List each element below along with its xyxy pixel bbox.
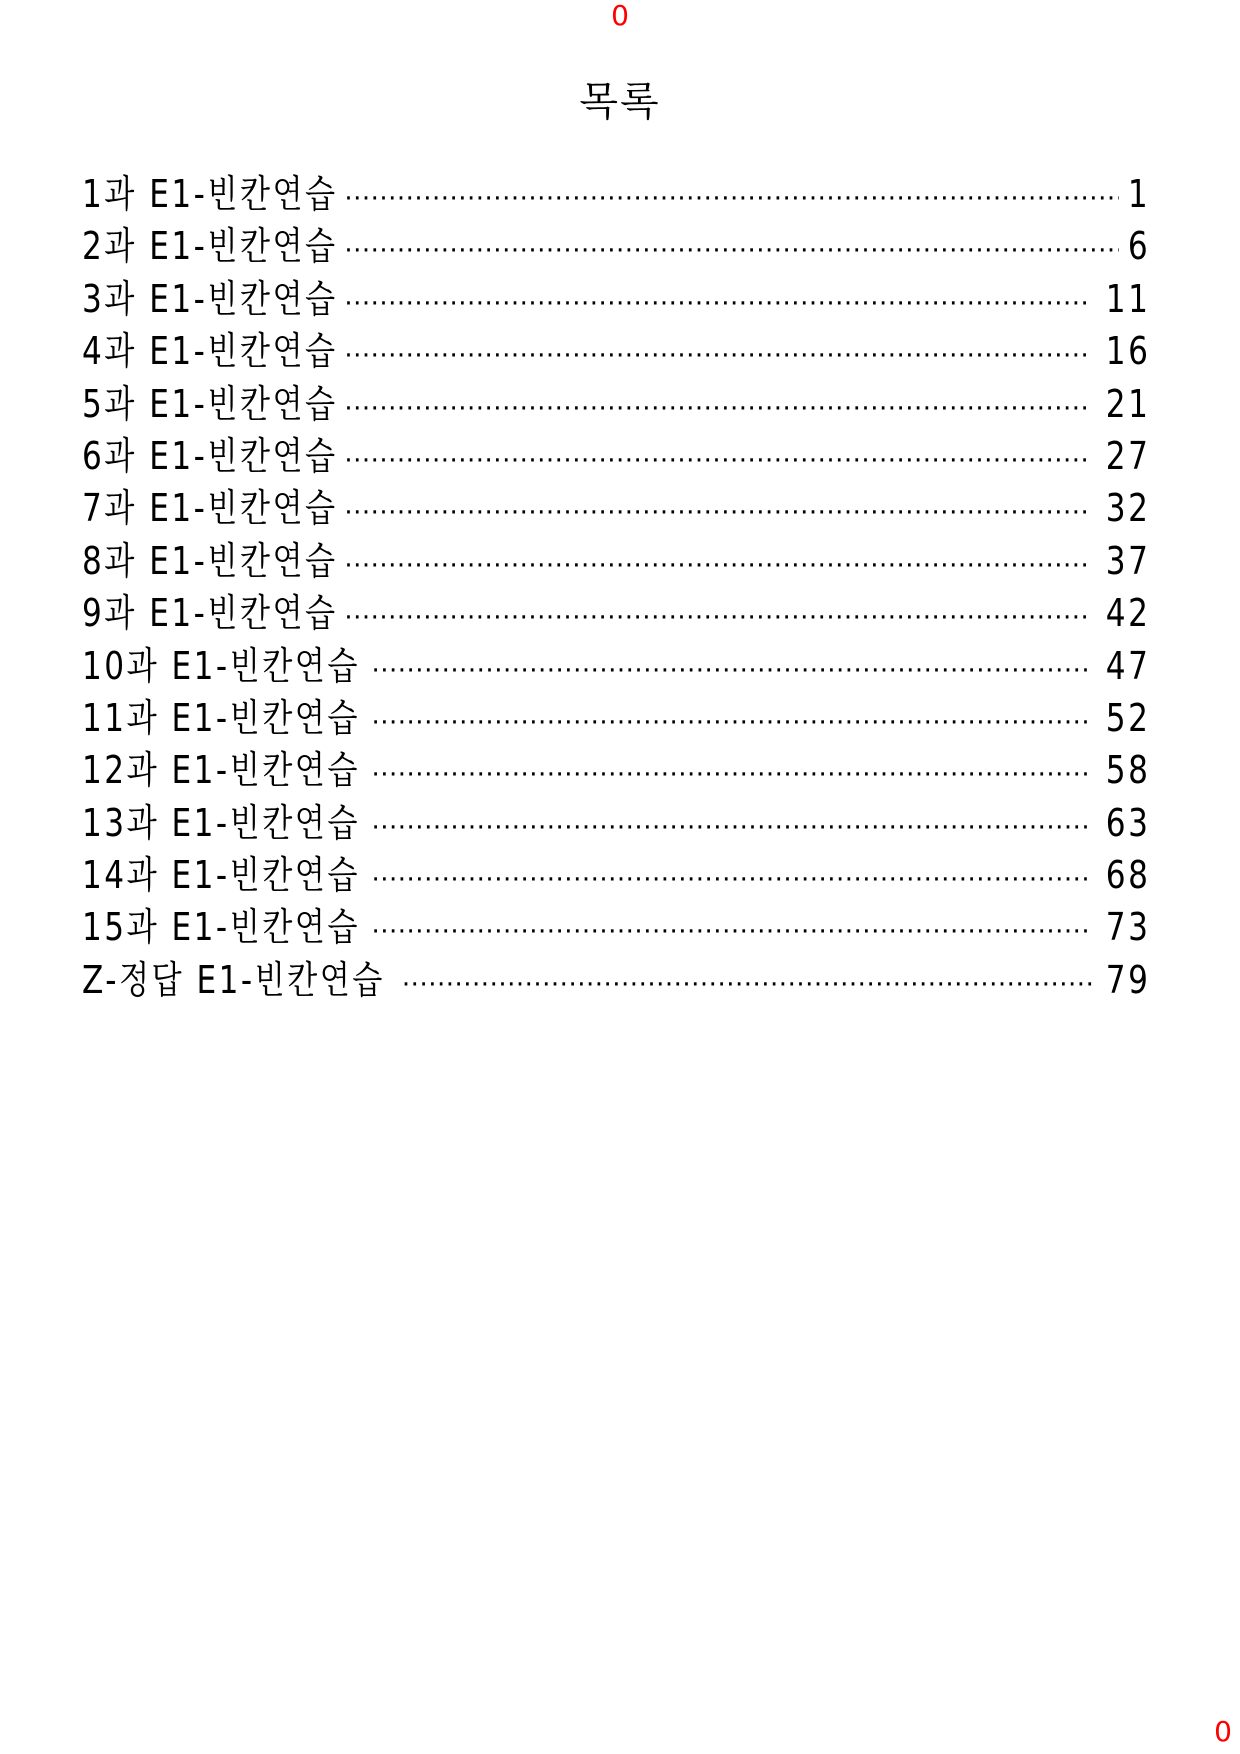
toc-entry-page: 63 [1105, 800, 1150, 845]
toc-entry-page: 37 [1105, 538, 1150, 583]
toc-entry-label: 11과 E1-빈칸연습 [82, 695, 360, 740]
dot-leader [344, 378, 1091, 435]
toc-entry-3[interactable] [82, 273, 1150, 325]
dot-leader [344, 220, 1119, 277]
toc-entry-label: 7과 E1-빈칸연습 [82, 486, 338, 531]
toc-entry-page: 73 [1105, 905, 1150, 950]
toc-entry-label: 8과 E1-빈칸연습 [82, 538, 338, 583]
toc-entry-page: 11 [1105, 276, 1150, 321]
toc-entry-label: 6과 E1-빈칸연습 [82, 433, 338, 478]
toc-entry-page: 47 [1105, 643, 1150, 688]
toc-entry-label: 9과 E1-빈칸연습 [82, 591, 338, 636]
toc-entry-page: 6 [1127, 224, 1150, 269]
toc-entry-7[interactable] [82, 482, 1150, 534]
toc-entry-label: 15과 E1-빈칸연습 [82, 905, 360, 950]
toc-entry-11[interactable] [82, 692, 1150, 744]
toc-entry-8[interactable] [82, 535, 1150, 587]
dot-leader [344, 168, 1119, 225]
toc-entry-page: 27 [1105, 433, 1150, 478]
bottom-page-marker: 0 [1214, 1715, 1232, 1748]
toc-entry-page: 58 [1105, 748, 1150, 793]
toc-entry-page: 21 [1105, 381, 1150, 426]
dot-leader [344, 587, 1091, 644]
toc-entry-page: 42 [1105, 591, 1150, 636]
toc-entry-label: 4과 E1-빈칸연습 [82, 329, 338, 374]
dot-leader [344, 273, 1091, 330]
top-page-marker: 0 [611, 0, 629, 32]
toc-entry-9[interactable] [82, 587, 1150, 639]
toc-entry-page: 32 [1105, 486, 1150, 531]
dot-leader [344, 325, 1091, 382]
toc-entry-answers[interactable] [82, 954, 1150, 1006]
table-of-contents [82, 168, 1150, 1006]
dot-leader [344, 482, 1091, 539]
toc-entry-5[interactable] [82, 378, 1150, 430]
dot-leader [371, 640, 1091, 697]
toc-entry-13[interactable] [82, 797, 1150, 849]
dot-leader [371, 849, 1091, 906]
toc-entry-page: 16 [1105, 329, 1150, 374]
toc-entry-page: 79 [1105, 957, 1150, 1002]
toc-entry-label: 12과 E1-빈칸연습 [82, 748, 360, 793]
dot-leader [344, 430, 1091, 487]
toc-entry-label: Z-정답 E1-빈칸연습 [82, 957, 385, 1002]
toc-entry-page: 1 [1127, 172, 1150, 216]
toc-entry-label: 2과 E1-빈칸연습 [82, 224, 338, 269]
dot-leader [371, 744, 1091, 801]
toc-entry-label: 1과 E1-빈칸연습 [82, 172, 338, 216]
toc-entry-10[interactable] [82, 640, 1150, 692]
toc-entry-6[interactable] [82, 430, 1150, 482]
dot-leader [371, 692, 1091, 749]
toc-entry-15[interactable] [82, 901, 1150, 953]
toc-entry-label: 13과 E1-빈칸연습 [82, 800, 360, 845]
toc-entry-label: 14과 E1-빈칸연습 [82, 853, 360, 898]
dot-leader [371, 901, 1091, 958]
toc-title: 목록 [579, 79, 661, 125]
toc-entry-14[interactable] [82, 849, 1150, 901]
toc-entry-12[interactable] [82, 744, 1150, 796]
toc-entry-label: 5과 E1-빈칸연습 [82, 381, 338, 426]
toc-entry-1[interactable] [82, 168, 1150, 220]
toc-entry-4[interactable] [82, 325, 1150, 377]
toc-entry-2[interactable] [82, 220, 1150, 272]
toc-entry-label: 10과 E1-빈칸연습 [82, 643, 360, 688]
dot-leader [402, 954, 1092, 1011]
dot-leader [371, 797, 1091, 854]
dot-leader [344, 535, 1091, 592]
toc-entry-label: 3과 E1-빈칸연습 [82, 276, 338, 321]
toc-entry-page: 52 [1105, 695, 1150, 740]
toc-entry-page: 68 [1105, 853, 1150, 898]
